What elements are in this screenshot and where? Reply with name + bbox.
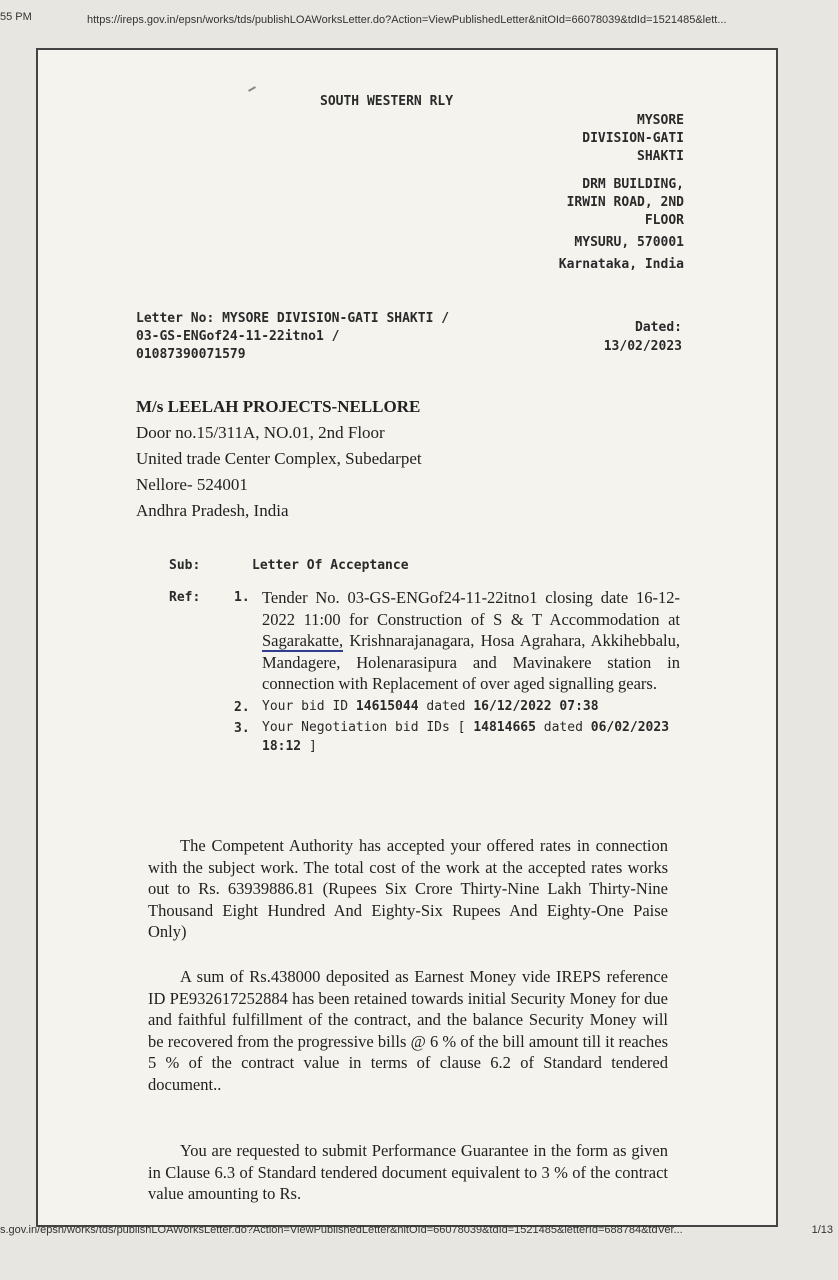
building-line: DRM BUILDING, <box>582 177 684 192</box>
page-indicator: 1/13 <box>811 1224 833 1236</box>
letter-date <box>604 318 682 356</box>
recipient-line: Door no.15/311A, NO.01, 2nd Floor <box>136 423 385 442</box>
sender-address <box>559 112 684 274</box>
earnest-money-paragraph: A sum of Rs.438000 deposited as Earnest Money vide IREPS reference ID PE932617252884 has been retained towards initial Security Money for due and faithful fulfillment of the contract, and the balance Security Money will be recovered from the progressive bills @ 6 % of the bill amount till it reaches 5 % of the contract value in terms of clause 6.2 of Standard tendered document.. <box>148 967 668 1094</box>
city-line: MYSURU, 570001 <box>574 235 684 250</box>
division-line: SHAKTI <box>637 149 684 164</box>
letter-number: Letter No: MYSORE DIVISION-GATI SHAKTI / 03-GS-ENGof24-11-22itno1 / 01087390071579 <box>136 311 450 362</box>
reference-item: 3. Your Negotiation bid IDs [ 14814665 dated 06/02/2023 18:12 ] <box>234 718 680 756</box>
division-line: DIVISION-GATI <box>582 131 684 146</box>
recipient-address <box>136 394 422 524</box>
dated-value: 13/02/2023 <box>603 339 682 354</box>
reference-item: 2. Your bid ID 14615044 dated 16/12/2022 07:38 <box>234 697 680 716</box>
performance-guarantee-paragraph: You are requested to submit Performance Guarantee in the form as given in Clause 6.3 of Standard tendered document equivalent to 3 % of the contract value amounting to Rs. <box>148 1141 668 1203</box>
division-line: MYSORE <box>637 113 684 128</box>
letter-page <box>36 48 778 1227</box>
reference-item: 1. Tender No. 03-GS-ENGof24-11-22itno1 closing date 16-12-2022 11:00 for Construction of S & T Accommodation at Sagarakatte, Krishnarajanagara, Hosa Agrahara, Akkihebbalu, Mandagere, Holenarasipura and Mavinakere station in connection with Replacement of over aged signalling gears. <box>234 588 680 693</box>
recipient-name: M/s LEELAH PROJECTS-NELLORE <box>136 397 421 416</box>
print-footer <box>0 1220 838 1244</box>
print-url[interactable]: https://ireps.gov.in/epsn/works/tds/publishLOAWorksLetter.do?Action=ViewPublishedLetter&nitOId=66078039&tdId=1521485&lett... <box>87 14 727 26</box>
organization-name: SOUTH WESTERN RLY <box>320 94 454 109</box>
footer-url[interactable]: s.gov.in/epsn/works/tds/publishLOAWorksLetter.do?Action=ViewPublishedLetter&nitOId=66078039&tdId=1521485&letterId=688784&tdVer... <box>0 1224 683 1236</box>
recipient-line: United trade Center Complex, Subedarpet <box>136 449 422 468</box>
bid-reference: Your bid ID 14615044 dated 16/12/2022 07:38 <box>262 698 599 714</box>
print-header <box>0 0 838 36</box>
underlined-location: Sagarakatte, <box>262 631 344 650</box>
subject-text: Letter Of Acceptance <box>252 558 409 573</box>
reference-list <box>234 587 680 758</box>
building-line: FLOOR <box>644 213 684 228</box>
subject-label: Sub: <box>169 558 201 573</box>
dated-label: Dated: <box>635 320 682 335</box>
city-line: Karnataka, India <box>558 257 684 272</box>
reference-label: Ref: <box>169 590 201 605</box>
building-line: IRWIN ROAD, 2ND <box>566 195 684 210</box>
acceptance-paragraph: The Competent Authority has accepted your offered rates in connection with the subject work. The total cost of the work at the accepted rates works out to Rs. 63939886.81 (Rupees Six Crore Thirty-Nine Lakh Thirty-Nine Thousand Eight Hundred And Eighty-Six Rupees And Eighty-One Paise Only) <box>148 836 668 941</box>
recipient-line: Nellore- 524001 <box>136 475 248 494</box>
negotiation-bid-reference: Your Negotiation bid IDs [ 14814665 dated 06/02/2023 18:12 ] <box>262 719 670 754</box>
print-time: 55 PM <box>0 11 32 23</box>
recipient-line: Andhra Pradesh, India <box>136 501 289 520</box>
tender-reference: Tender No. 03-GS-ENGof24-11-22itno1 closing date 16-12-2022 11:00 for Construction of S & T Accommodation at Sagarakatte, Krishnarajanagara, Hosa Agrahara, Akkihebbalu, Mandagere, Holenarasipura and Mavinakere station in connection with Replacement of over aged signalling gears. <box>262 588 680 693</box>
pencil-mark <box>248 86 256 92</box>
